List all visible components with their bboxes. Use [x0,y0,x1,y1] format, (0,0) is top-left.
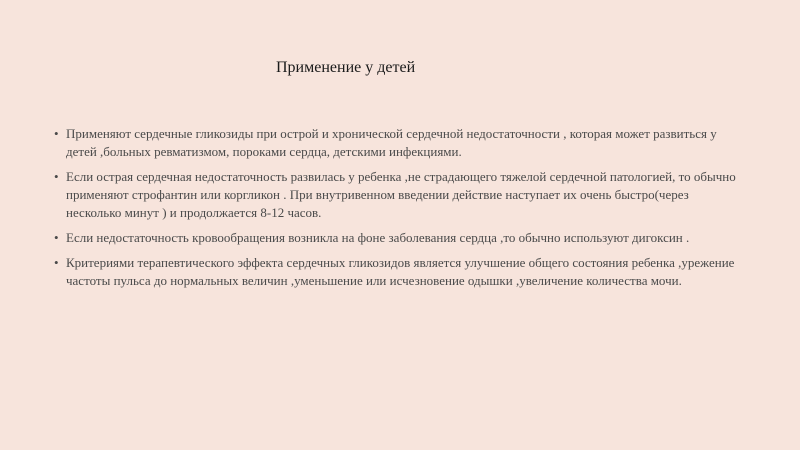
list-item [54,229,744,247]
bullet-list [54,125,744,297]
list-item [54,168,744,222]
bullet-marker: • [54,169,59,184]
bullet-text: Если острая сердечная недостаточность развилась у ребенка ,не страдающего тяжелой сердечной патологией, то обычно применяют строфантин или коргликон . При внутривенном введении действие наступает их очень быстро(через несколько минут ) и продолжается 8-12 часов. [66,169,736,220]
bullet-text: Если недостаточность кровообращения возникла на фоне заболевания сердца ,то обычно используют дигоксин . [66,230,690,245]
bullet-marker: • [54,126,59,141]
bullet-marker: • [54,255,59,270]
bullet-marker: • [54,230,59,245]
bullet-text: Критериями терапевтического эффекта сердечных гликозидов является улучшение общего состояния ребенка ,урежение частоты пульса до нормальных величин ,уменьшение или исчезновение одышки ,увеличение количества мочи. [66,255,735,288]
slide-title: Применение у детей [276,59,416,76]
bullet-text: Применяют сердечные гликозиды при острой и хронической сердечной недостаточности , которая может развиться у детей ,больных ревматизмом, пороками сердца, детскими инфекциями. [66,126,717,159]
list-item [54,254,744,290]
list-item [54,125,744,161]
